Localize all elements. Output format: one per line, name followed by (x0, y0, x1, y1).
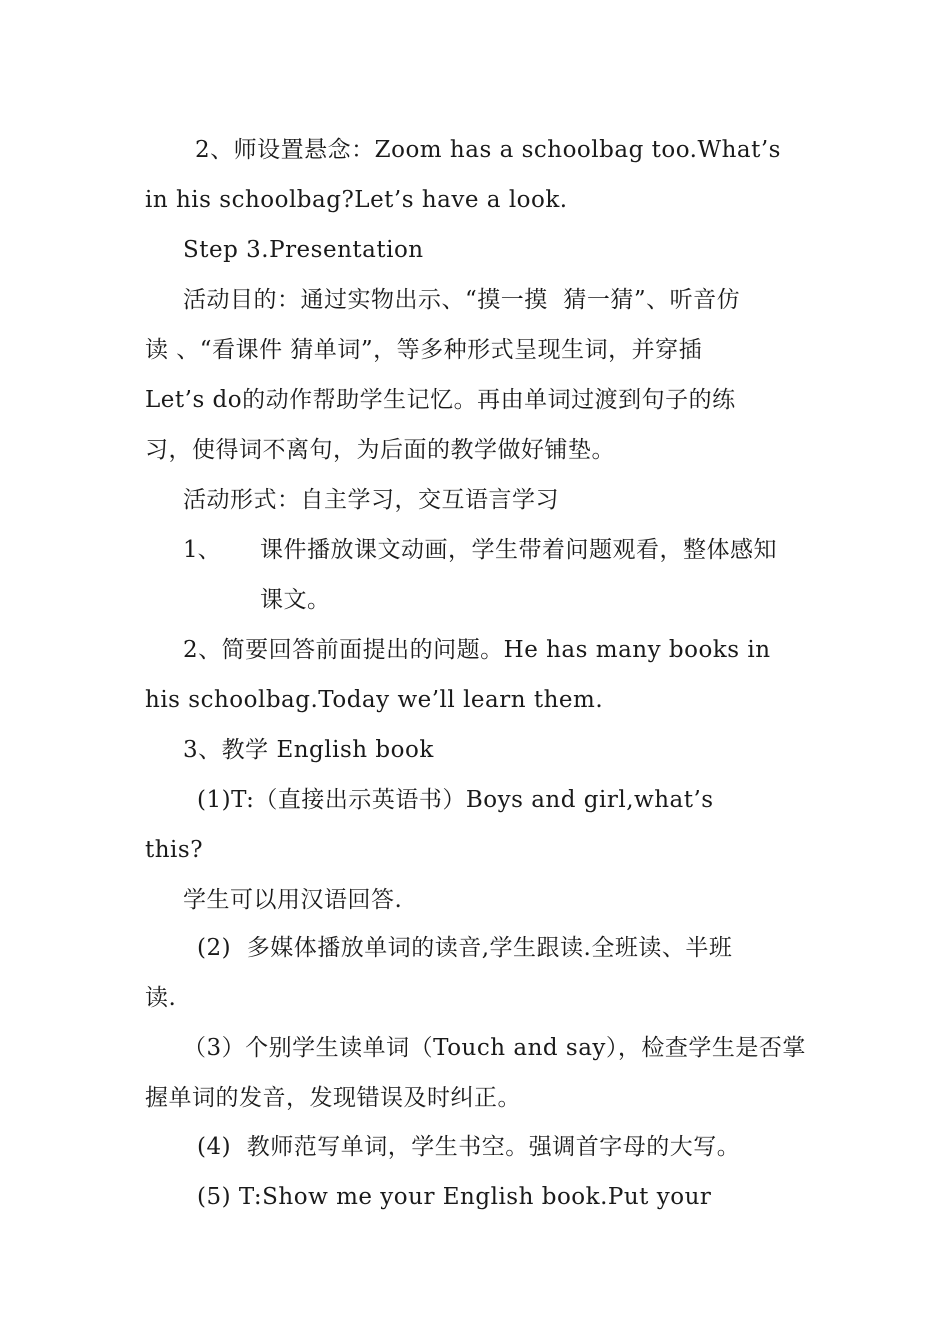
paragraph-line: 学生可以用汉语回答. (183, 887, 403, 913)
paragraph-line: （3）个别学生读单词（Touch and say），检查学生是否掌 (183, 1035, 806, 1061)
paragraph-line: 握单词的发音，发现错误及时纠正。 (145, 1085, 521, 1111)
paragraph-line: 读. (145, 985, 177, 1011)
paragraph-line: 读 、“看课件 猜单词”，等多种形式呈现生词，并穿插 (145, 337, 703, 363)
paragraph-line: (5) T:Show me your English book.Put your (197, 1184, 712, 1210)
paragraph-line: 2、师设置悬念：Zoom has a schoolbag too.What’s (195, 137, 781, 163)
list-item-text: 课文。 (260, 587, 331, 613)
paragraph-line: (1)T:（直接出示英语书）Boys and girl,what’s (197, 787, 714, 813)
list-item-text: 课件播放课文动画，学生带着问题观看，整体感知 (260, 537, 777, 563)
paragraph-line: in his schoolbag?Let’s have a look. (145, 187, 568, 213)
step-heading: Step 3.Presentation (183, 237, 424, 263)
paragraph-line: (2) 多媒体播放单词的读音,学生跟读.全班读、半班 (197, 935, 733, 961)
paragraph-line: 活动目的：通过实物出示、“摸一摸 猜一猜”、听音仿 (183, 287, 741, 313)
paragraph-line: 活动形式：自主学习，交互语言学习 (183, 487, 559, 513)
paragraph-line: 3、教学 English book (183, 737, 434, 763)
list-number: 1、 (183, 537, 221, 563)
paragraph-line: this? (145, 837, 204, 863)
paragraph-line: 习，使得词不离句，为后面的教学做好铺垫。 (145, 437, 615, 463)
paragraph-line: his schoolbag.Today we’ll learn them. (145, 687, 604, 713)
paragraph-line: Let’s do的动作帮助学生记忆。再由单词过渡到句子的练 (145, 387, 736, 413)
paragraph-line: 2、简要回答前面提出的问题。He has many books in (183, 637, 771, 663)
paragraph-line: (4) 教师范写单词，学生书空。强调首字母的大写。 (197, 1134, 741, 1160)
